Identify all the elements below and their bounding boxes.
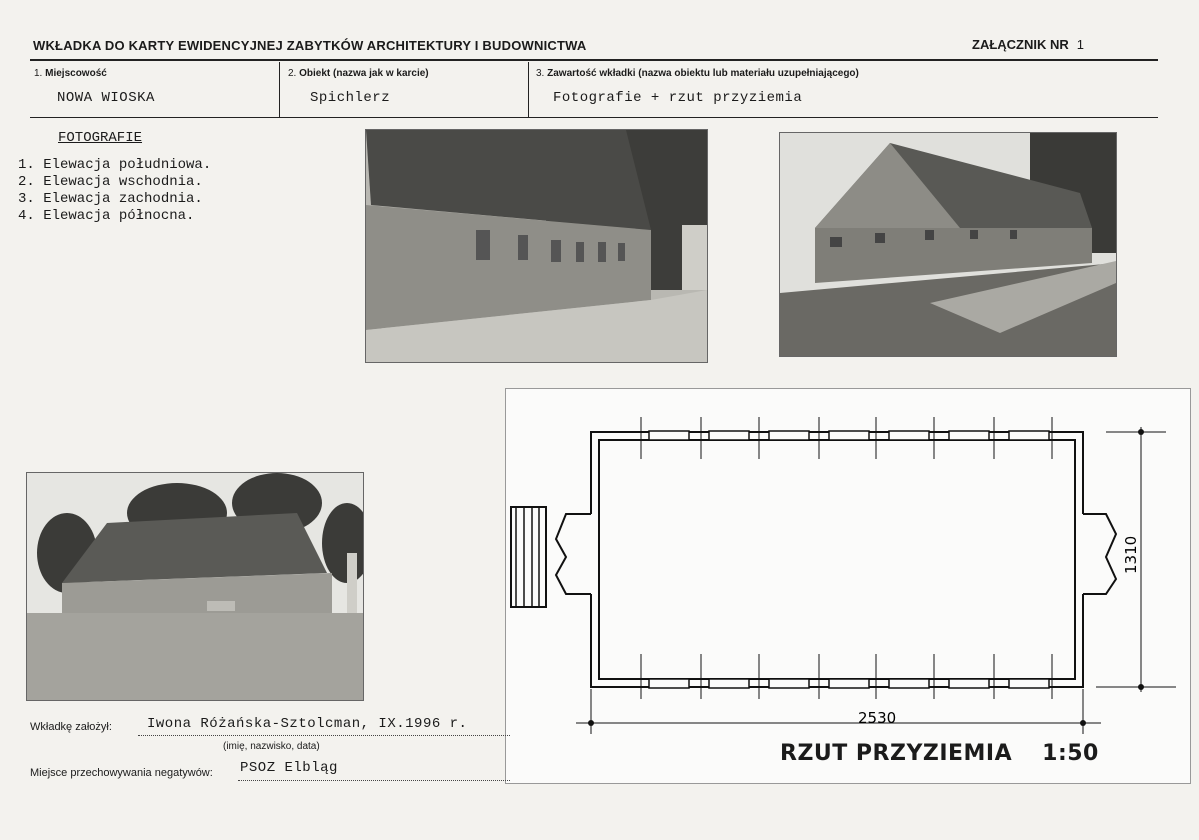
photo-east-elevation [779, 132, 1117, 357]
field-divider-1 [279, 62, 280, 118]
floor-plan-drawing [506, 389, 1190, 783]
negatives-value: PSOZ Elbląg [240, 760, 338, 776]
field-3-label-text: Zawartość wkładki (nazwa obiektu lub materiału uzupełniającego) [547, 68, 859, 79]
field-2-value: Spichlerz [310, 90, 391, 106]
field-3-label [536, 68, 859, 79]
field-2-number: 2. [288, 68, 297, 79]
annex-number: 1 [1076, 37, 1084, 52]
field-3-value: Fotografie + rzut przyziemia [553, 90, 803, 106]
plan-title [780, 741, 1099, 766]
field-1-label [34, 68, 107, 79]
photo-list-item: 1. Elewacja południowa. [18, 157, 212, 173]
field-divider-2 [528, 62, 529, 118]
field-2-label [288, 68, 429, 79]
plan-dim-length: 2530 [858, 709, 897, 727]
photos-list [18, 157, 211, 225]
field-1-number: 1. [34, 68, 43, 79]
sheet-title: WKŁADKA DO KARTY EWIDENCYJNEJ ZABYTKÓW ARCHITEKTURY I BUDOWNICTWA [33, 38, 587, 53]
field-1-label-text: Miejscowość [45, 68, 107, 79]
plan-dim-width: 1310 [1122, 535, 1140, 574]
negatives-label: Miejsce przechowywania negatywów: [30, 767, 213, 779]
photo-list-item: 4. Elewacja północna. [18, 208, 195, 224]
annex-label [972, 37, 1084, 52]
photo-south-elevation [365, 129, 708, 363]
photo-list-item: 3. Elewacja zachodnia. [18, 191, 203, 207]
photos-heading: FOTOGRAFIE [58, 130, 143, 146]
plan-scale: 1:50 [1042, 741, 1099, 766]
photo-west-elevation [26, 472, 364, 701]
author-hint: (imię, nazwisko, data) [223, 741, 320, 752]
field-3-number: 3. [536, 68, 545, 79]
header-rule [30, 59, 1158, 61]
field-1-value: NOWA WIOSKA [57, 90, 155, 106]
fields-rule [30, 117, 1158, 118]
author-label: Wkładkę założył: [30, 721, 112, 733]
author-dotted-line [138, 735, 510, 736]
negatives-dotted-line [238, 780, 510, 781]
field-2-label-text: Obiekt (nazwa jak w karcie) [299, 68, 429, 79]
plan-title-text: RZUT PRZYZIEMIA [780, 741, 1013, 766]
photo-list-item: 2. Elewacja wschodnia. [18, 174, 203, 190]
floor-plan [505, 388, 1191, 784]
annex-label-text: ZAŁĄCZNIK NR [972, 37, 1069, 52]
author-value: Iwona Różańska-Sztolcman, IX.1996 r. [147, 716, 468, 732]
